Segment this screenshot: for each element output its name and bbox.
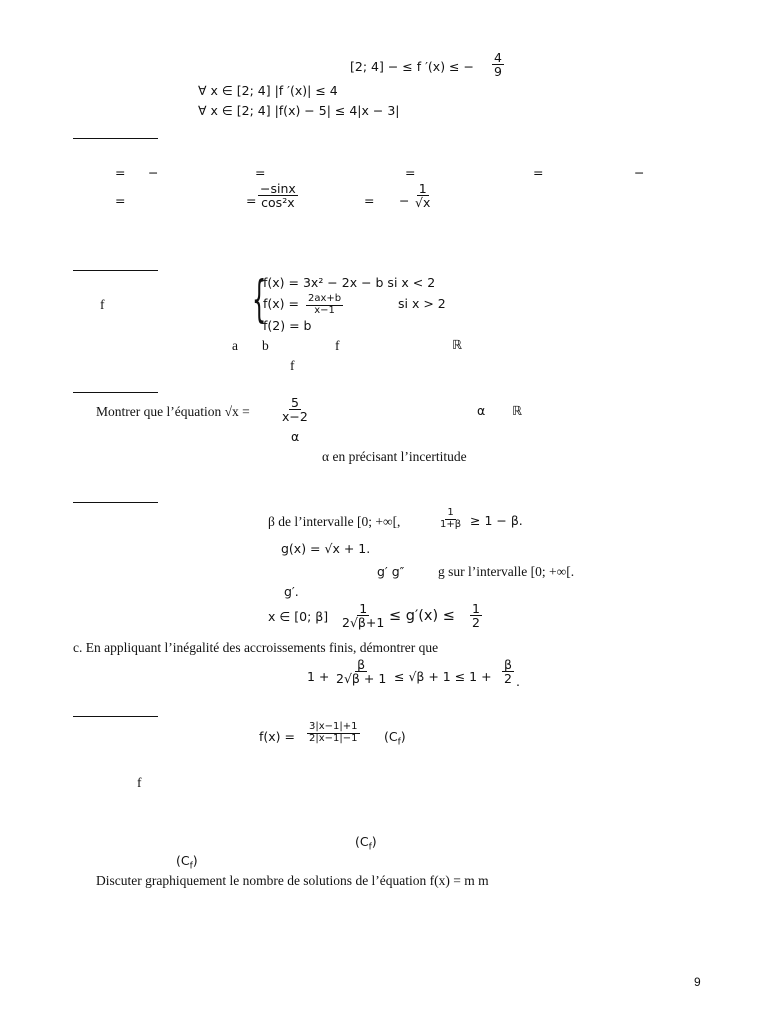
fraction-4-9 [492, 51, 504, 78]
piecewise-case-3: f(2) = b [263, 318, 312, 333]
page-number: 9 [694, 975, 701, 989]
fraction-denominator: cos²x [261, 195, 295, 211]
fraction-denominator: 9 [494, 64, 502, 80]
mean-value-statement: c. En appliquant l’inégalité des accroissements finis, démontrer que [73, 640, 439, 655]
fraction-numerator: 1 [447, 507, 454, 518]
real-numbers-symbol: ℝ [512, 403, 522, 418]
section-rule-5 [73, 716, 158, 717]
g-derivatives: g′ g″ [377, 564, 405, 579]
fraction-denominator: x−2 [282, 409, 308, 425]
fraction-numerator: 3|x−1|+1 [309, 721, 358, 732]
piecewise-case-2-condition: si x > 2 [398, 296, 446, 311]
fraction-denominator: 2√β+1 [342, 615, 385, 631]
x-range: x ∈ [0; β] [268, 609, 329, 624]
inequality-line-1: [2; 4] − ≤ f ′(x) ≤ − [350, 59, 474, 74]
fraction-denominator: x−1 [314, 304, 335, 316]
fraction-abs-expression [307, 722, 360, 744]
fraction-beta-over-2sqrt [334, 658, 388, 685]
fraction-numerator: 1 [472, 601, 480, 616]
g-definition: g(x) = √x + 1. [281, 541, 371, 556]
parameter-a: a [232, 338, 238, 353]
equals-sign: = [364, 193, 375, 208]
real-numbers-symbol: ℝ [452, 337, 462, 352]
equals-sign: = [246, 193, 257, 208]
fraction-denominator: 1+β [440, 518, 462, 530]
alpha-symbol: α [477, 403, 486, 418]
function-name-f: f [290, 358, 295, 373]
alpha-symbol: α [291, 429, 300, 444]
piecewise-brace: { [252, 270, 267, 328]
g-prime: g′. [284, 584, 299, 599]
fraction-denominator: 2 [472, 615, 480, 631]
curve-label-cf: $(C_f)$ [384, 729, 406, 748]
minus-sign: − [399, 193, 410, 208]
fraction-beta-over-2 [502, 658, 514, 685]
fraction-numerator: 2ax+b [308, 293, 342, 304]
curve-label-cf: $(C_f)$ [355, 834, 377, 853]
precision-statement: α en précisant l’incertitude [322, 449, 467, 464]
minus-sign: − [148, 165, 159, 180]
fraction-1-over-1beta [438, 508, 463, 530]
function-name-f: f [137, 775, 142, 790]
discussion-statement: Discuter graphiquement le nombre de solutions de l’équation f(x) = m m [96, 873, 489, 888]
fraction-numerator: 1 [359, 601, 368, 616]
minus-sign: − [634, 165, 645, 180]
equals-sign: = [115, 165, 126, 180]
lower-bound-lhs: 1 + [307, 669, 330, 684]
fraction-numerator: 5 [290, 395, 299, 410]
f-definition-lhs: f(x) = [259, 729, 295, 744]
section-rule-2 [73, 270, 158, 271]
fraction-numerator: β [357, 657, 366, 672]
derivative-bound-line: ∀ x ∈ [2; 4] |f ′(x)| ≤ 4 [198, 83, 338, 98]
fraction-denominator: 2√β + 1 [336, 671, 387, 687]
parameter-b: b [262, 338, 269, 353]
sqrt-bounds: ≤ √β + 1 ≤ 1 + [394, 669, 492, 684]
fraction-numerator: 1 [418, 181, 427, 196]
fraction-1-over-2 [470, 602, 482, 629]
fraction-numerator: −sinx [260, 181, 296, 196]
equation-statement: Montrer que l’équation √x = [96, 404, 250, 419]
fraction-denominator: √x [415, 195, 431, 211]
fraction-5-over-x2 [280, 396, 310, 423]
equals-sign: = [115, 193, 126, 208]
function-name-f: f [100, 297, 105, 312]
function-name-f: f [335, 338, 340, 353]
section-rule-1 [73, 138, 158, 139]
curve-label-cf: $(C_f)$ [176, 853, 198, 872]
fraction-denominator: 2 [504, 671, 512, 687]
fraction-2axb-over-x1 [306, 294, 343, 316]
fraction-numerator: 4 [494, 50, 502, 65]
fraction-1-over-sqrtx [413, 182, 432, 209]
fraction-sin-over-cos2 [258, 182, 298, 209]
section-rule-4 [73, 502, 158, 503]
piecewise-case-2-lhs: f(x) = [263, 296, 299, 311]
equals-sign: = [533, 165, 544, 180]
equals-sign: = [255, 165, 266, 180]
fraction-1-over-2sqrt [340, 602, 386, 629]
beta-interval-statement: β de l’intervalle [0; +∞[, [268, 514, 401, 529]
period: . [516, 674, 520, 689]
g-prime-bounds: ≤ g′(x) ≤ [389, 608, 455, 624]
g-interval-statement: g sur l’intervalle [0; +∞[. [438, 564, 575, 579]
piecewise-case-1: f(x) = 3x² − 2x − b si x < 2 [263, 275, 436, 290]
section-rule-3 [73, 392, 158, 393]
equals-sign: = [405, 165, 416, 180]
inequality-tail: ≥ 1 − β. [470, 513, 523, 528]
fraction-denominator: 2|x−1|−1 [309, 732, 358, 744]
function-bound-line: ∀ x ∈ [2; 4] |f(x) − 5| ≤ 4|x − 3| [198, 103, 400, 118]
fraction-numerator: β [504, 657, 512, 672]
